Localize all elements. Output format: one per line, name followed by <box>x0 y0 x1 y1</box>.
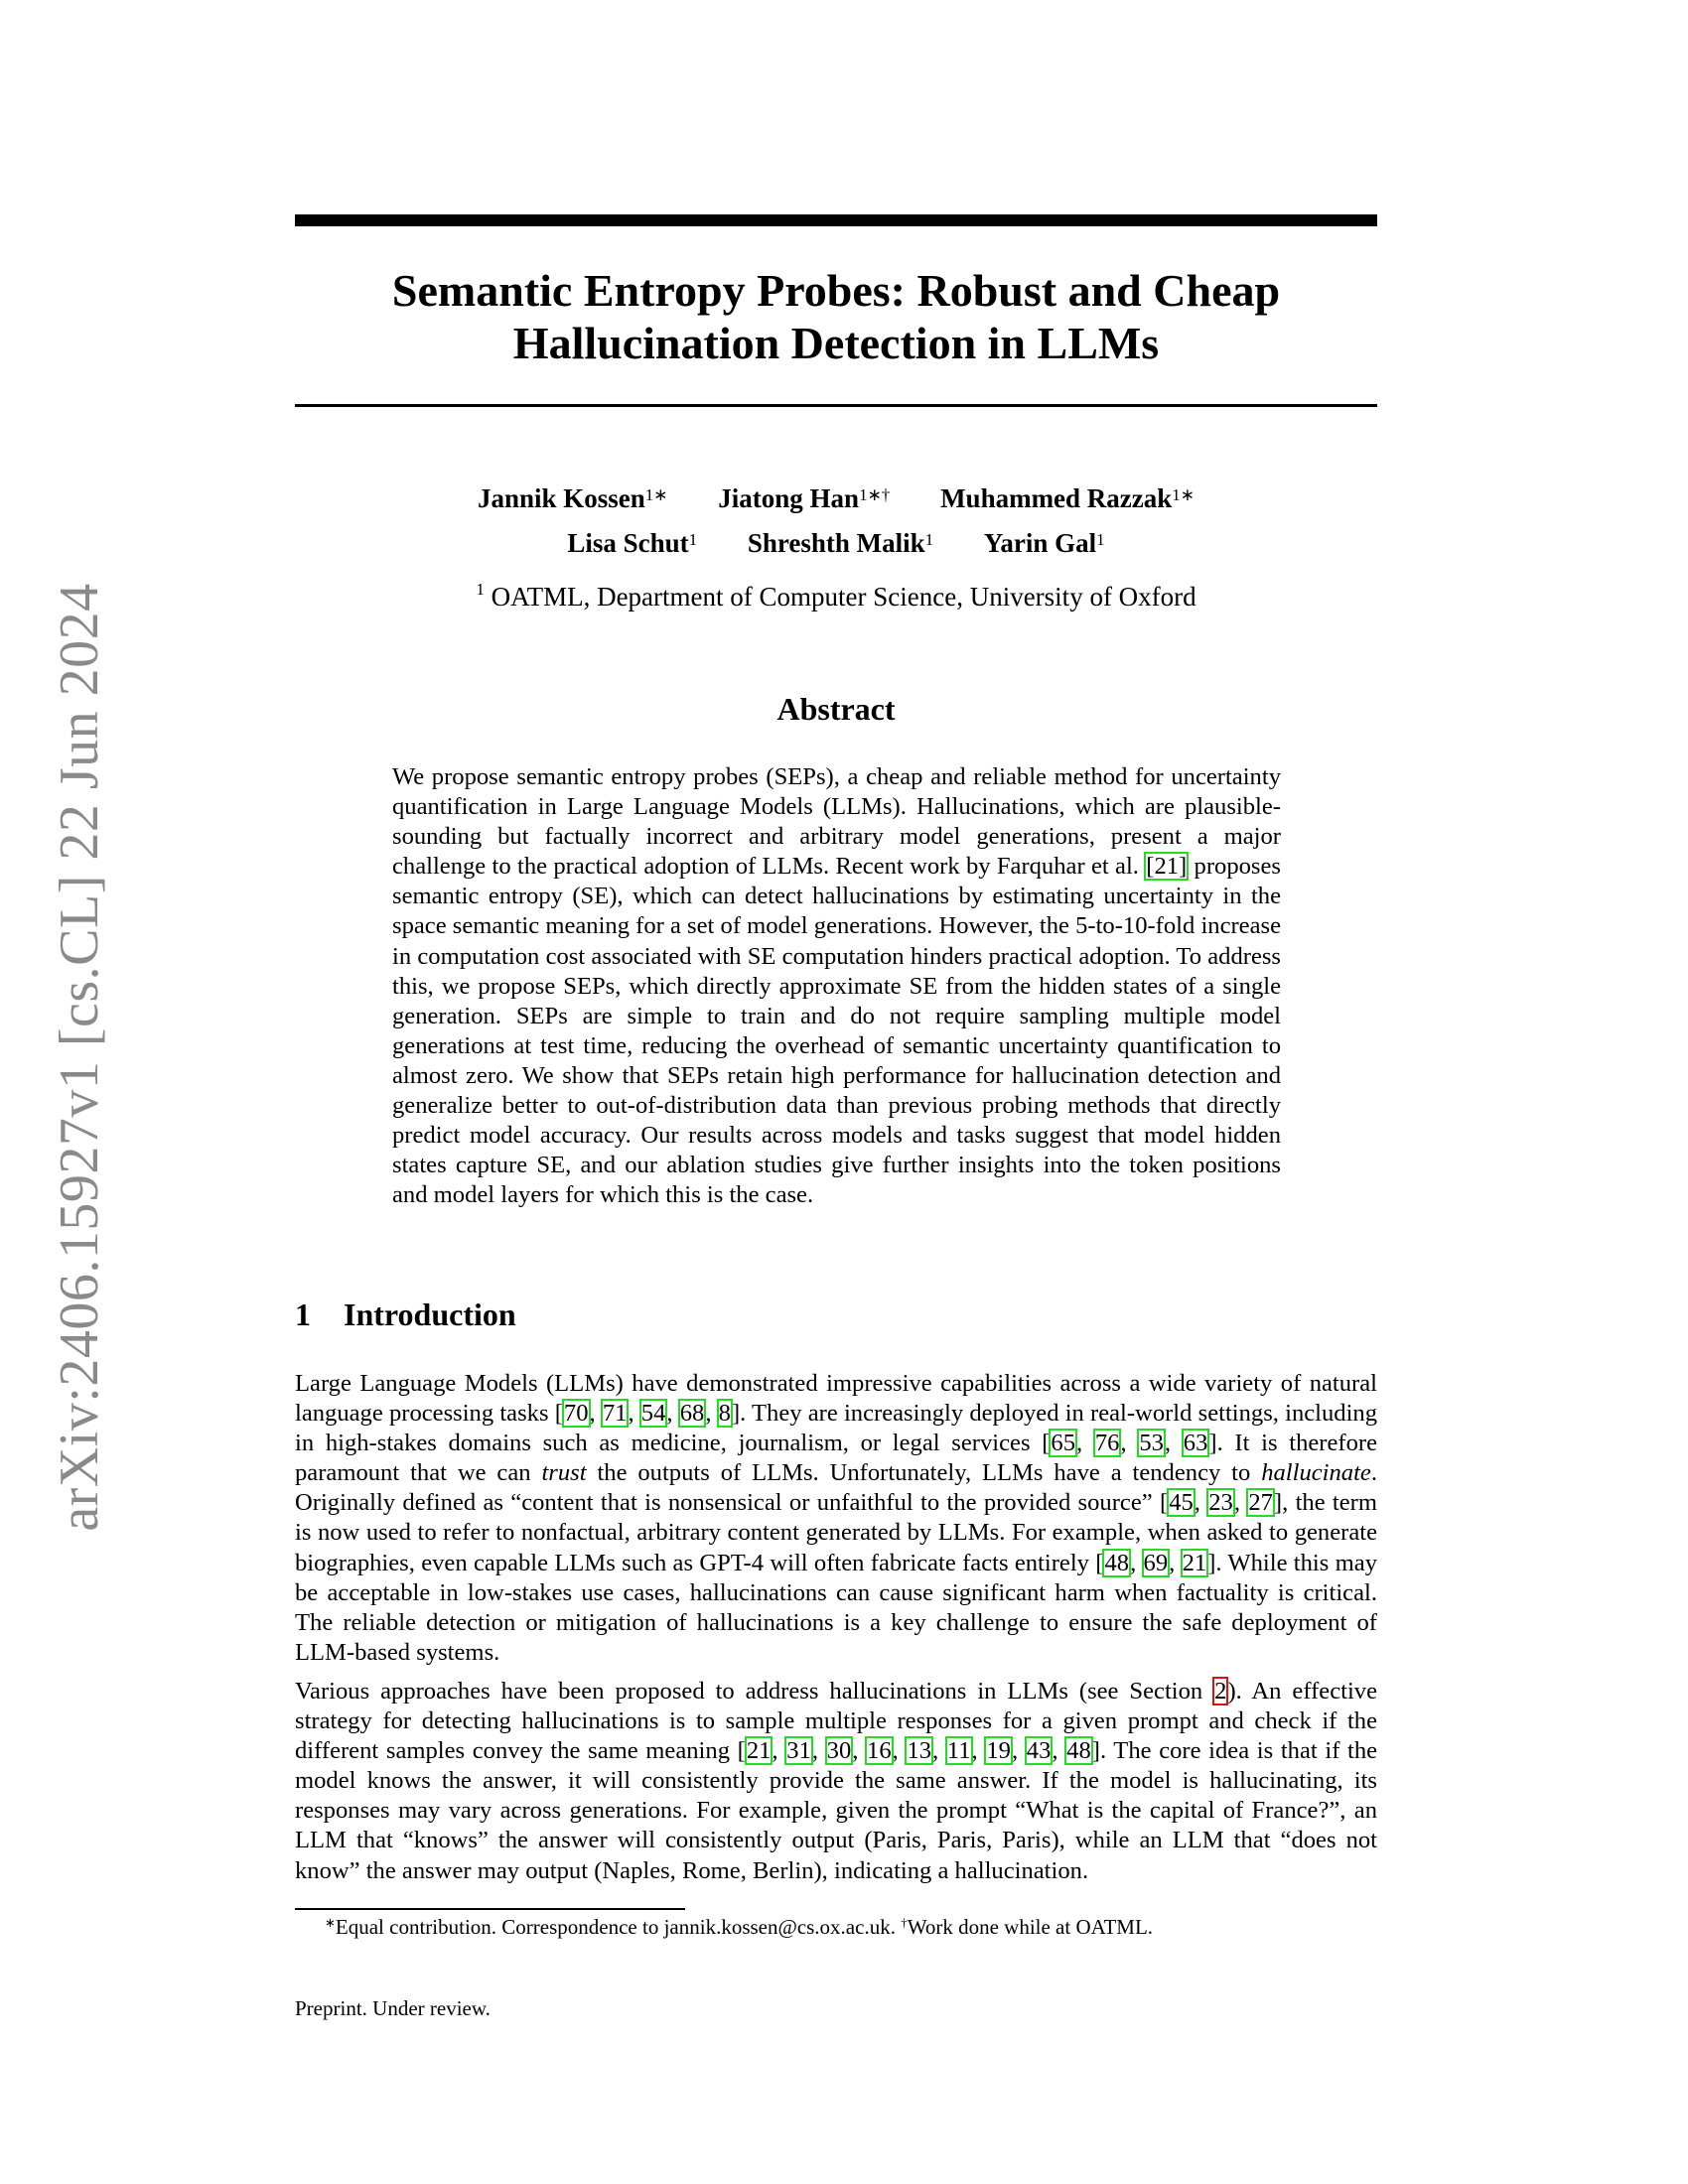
citation-link[interactable]: 71 <box>602 1400 628 1428</box>
title-line-2: Hallucination Detection in LLMs <box>512 318 1160 368</box>
footnote-rule <box>295 1908 685 1910</box>
text: ]. They are increasingly deployed in real-world settings, including in high-stakes domains such as medicine, journalism, or legal services [ <box>295 1400 1378 1457</box>
author <box>748 521 933 566</box>
text: ], the term is now used to refer to nonfactual, arbitrary content generated by LLMs. For example, when asked to generate biographies, even capable LLMs such as GPT-4 will often fabricate facts entirely [ <box>295 1489 1377 1576</box>
citation-link[interactable]: 31 <box>786 1737 811 1765</box>
author <box>478 477 668 521</box>
author-name: Muhammed Razzak <box>940 483 1173 513</box>
text: ]. It is therefore paramount that we can <box>295 1430 1377 1487</box>
author-list <box>295 477 1377 566</box>
author-row-1 <box>295 477 1377 521</box>
citation-link[interactable]: 63 <box>1183 1430 1208 1457</box>
section-number: 1 <box>295 1297 311 1332</box>
emphasis: hallucinate <box>1261 1459 1371 1487</box>
text: ]. The core idea is that if the model knows the answer, it will consistently provide the same answer. If the model is hallucinating, its responses may vary across generations. For example, given the prompt “What is the capital of France?”, an LLM that “knows” the answer will consistently output (Paris, Paris, Paris), while an LLM that “does not know” the answer may output (Naples, Rome, Berlin), indicating a hallucination. <box>295 1737 1378 1884</box>
text: Various approaches have been proposed to address hallucinations in LLMs (see Section <box>295 1677 1214 1705</box>
citation-link[interactable]: 68 <box>679 1400 705 1428</box>
citation-link[interactable]: 13 <box>907 1737 932 1765</box>
author <box>718 477 890 521</box>
citation-link[interactable]: 48 <box>1066 1737 1091 1765</box>
affiliation-text: OATML, Department of Computer Science, University of Oxford <box>491 582 1196 612</box>
citation-link[interactable]: 11 <box>946 1737 971 1765</box>
author-name: Jannik Kossen <box>477 483 645 513</box>
citation-link[interactable]: 21 <box>1182 1549 1207 1576</box>
paper-title <box>295 264 1377 369</box>
author-row-2 <box>295 521 1377 566</box>
text: ). An effective strategy for detecting hallucinations is to sample multiple responses for a given prompt and check if the different samples convey the same meaning [ <box>295 1677 1377 1765</box>
citation-link[interactable]: 23 <box>1208 1489 1233 1517</box>
author-marks: 1 <box>924 530 934 549</box>
affiliation-mark: 1 <box>476 580 485 599</box>
author-marks: 1∗† <box>859 485 891 504</box>
title-top-rule <box>295 214 1377 226</box>
citation-link[interactable]: 27 <box>1248 1489 1273 1517</box>
footnote-mark: ∗ <box>325 1915 336 1930</box>
author <box>940 477 1195 521</box>
citation-link[interactable]: 65 <box>1051 1430 1076 1457</box>
footnote-text: Equal contribution. Correspondence to jannik.kossen@cs.ox.ac.uk. <box>335 1915 902 1939</box>
abstract-heading: Abstract <box>776 691 896 727</box>
author-marks: 1 <box>1096 530 1105 549</box>
arxiv-side-label: arXiv:2406.15927v1 [cs.CL] 22 Jun 2024 <box>49 583 110 1532</box>
section-ref-link[interactable]: 2 <box>1214 1677 1227 1705</box>
author <box>567 521 697 566</box>
text: ]. While this may be acceptable in low-stakes use cases, hallucinations can cause significant harm when factuality is critical. The reliable detection or mitigation of hallucinations is a key challenge to ensure the safe deployment of LLM-based systems. <box>295 1549 1377 1666</box>
title-line-1: Semantic Entropy Probes: Robust and Cheap <box>391 265 1281 316</box>
emphasis: trust <box>541 1459 587 1487</box>
citation-link[interactable]: 54 <box>640 1400 666 1428</box>
citation-link[interactable]: 53 <box>1139 1430 1164 1457</box>
abstract-body <box>392 762 1281 1210</box>
footnote <box>325 1915 1153 1940</box>
citation-link[interactable]: [21] <box>1146 853 1188 881</box>
text: Large Language Models (LLMs) have demonstrated impressive capabilities across a wide variety of natural language processing tasks [ <box>295 1370 1377 1428</box>
text: the outputs of LLMs. Unfortunately, LLMs have a tendency to <box>586 1459 1262 1487</box>
citation-link[interactable]: 69 <box>1143 1549 1169 1576</box>
citation-link[interactable]: 19 <box>986 1737 1011 1765</box>
footnote-text: Work done while at OATML. <box>907 1915 1154 1939</box>
text: . Originally defined as “content that is nonsensical or unfaithful to the provided source” [ <box>295 1459 1378 1517</box>
author-name: Yarin Gal <box>983 528 1097 558</box>
section-title: Introduction <box>344 1297 516 1332</box>
author <box>984 521 1105 566</box>
author-name: Jiatong Han <box>718 483 860 513</box>
citation-link[interactable]: 45 <box>1169 1489 1194 1517</box>
citation-link[interactable]: 48 <box>1104 1549 1130 1576</box>
title-bottom-rule <box>295 404 1377 407</box>
affiliation <box>295 582 1377 613</box>
abstract-text: proposes semantic entropy (SE), which can detect hallucinations by estimating uncertainty in the space semantic meaning for a set of model generations. However, the 5-to-10-fold increase in computation cost associated with SE computation hinders practical adoption. To address this, we propose SEPs, which directly approximate SE from the hidden states of a single generation. SEPs are simple to train and do not require sampling multiple model generations at test time, reducing the overhead of semantic uncertainty quantification to almost zero. We show that SEPs retain high performance for hallucination detection and generalize better to out-of-distribution data than previous probing methods that directly predict model accuracy. Our results across models and tasks suggest that model hidden states capture SE, and our ablation studies give further insights into the token positions and model layers for which this is the case. <box>392 853 1281 1209</box>
abstract-text: We propose semantic entropy probes (SEPs), a cheap and reliable method for uncertainty quantification in Large Language Models (LLMs). Hallucinations, which are plausible-sounding but factually incorrect and arbitrary model generations, present a major challenge to the practical adoption of LLMs. Recent work by Farquhar et al. <box>392 763 1281 881</box>
citation-link[interactable]: 30 <box>826 1737 852 1765</box>
citation-link[interactable]: 70 <box>563 1400 589 1428</box>
paragraph: Large Language Models (LLMs) have demonstrated impressive capabilities across a wide variety of natural language processing tasks [70, 71, 54, 68, 8]. They are increasingly deployed in real-world settings, including in high-stakes domains such as medicine, journalism, or legal services [65, 76, 53, 63]. It is therefore paramount that we can trust the outputs of LLMs. Unfortunately, LLMs have a tendency to hallucinate. Originally defined as “content that is nonsensical or unfaithful to the provided source” [45, 23, 27], the term is now used to refer to nonfactual, arbitrary content generated by LLMs. For example, when asked to generate biographies, even capable LLMs such as GPT-4 will often fabricate facts entirely [48, 69, 21]. While this may be acceptable in low-stakes use cases, hallucinations can cause significant harm when factuality is critical. The reliable detection or mitigation of hallucinations is a key challenge to ensure the safe deployment of LLM-based systems. <box>295 1370 1378 1666</box>
citation-link[interactable]: 43 <box>1026 1737 1052 1765</box>
author-marks: 1∗ <box>1172 485 1196 504</box>
preprint-note: Preprint. Under review. <box>295 1996 491 2020</box>
footnote-mark: † <box>901 1915 908 1930</box>
author-marks: 1 <box>688 530 698 549</box>
citation-link[interactable]: 8 <box>718 1400 731 1428</box>
paragraph: Various approaches have been proposed to address hallucinations in LLMs (see Section 2). An effective strategy for detecting hallucinations is to sample multiple responses for a given prompt and check if the different samples convey the same meaning [21, 31, 30, 16, 13, 11, 19, 43, 48]. The core idea is that if the model knows the answer, it will consistently provide the same answer. If the model is hallucinating, its responses may vary across generations. For example, given the prompt “What is the capital of France?”, an LLM that “knows” the answer will consistently output (Paris, Paris, Paris), while an LLM that “does not know” the answer may output (Naples, Rome, Berlin), indicating a hallucination. <box>295 1677 1378 1884</box>
citation-link[interactable]: 76 <box>1094 1430 1120 1457</box>
citation-link[interactable]: 16 <box>867 1737 892 1765</box>
introduction-body <box>295 1369 1377 1895</box>
author-name: Shreshth Malik <box>747 528 925 558</box>
author-marks: 1∗ <box>644 485 668 504</box>
citation-link[interactable]: 21 <box>746 1737 772 1765</box>
author-name: Lisa Schut <box>567 528 689 558</box>
section-heading-introduction <box>295 1297 516 1333</box>
